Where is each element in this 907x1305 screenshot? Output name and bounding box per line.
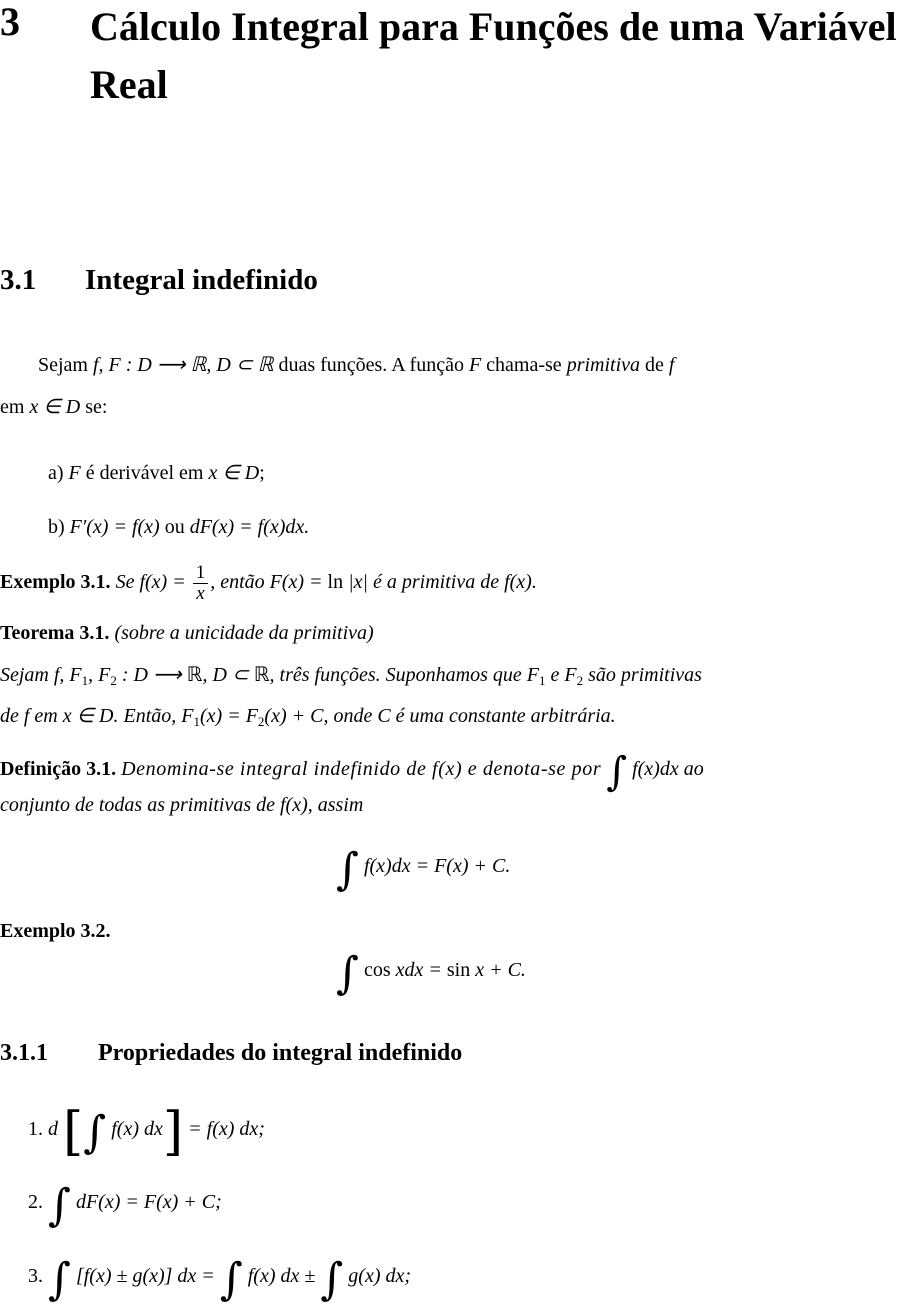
fraction-denominator: x	[196, 582, 205, 604]
intro-text: duas funções. A função	[273, 354, 469, 376]
section-number: 3.1	[0, 264, 37, 296]
condition-math: F′(x) = f(x)	[69, 516, 160, 538]
display-formula-1	[336, 844, 511, 895]
left-bracket: [	[63, 1102, 84, 1162]
condition-text: ;	[259, 462, 265, 484]
primitiva-term: primitiva	[566, 354, 641, 376]
theorem-text: (x) + C, onde C é uma constante arbitrária.	[264, 705, 616, 727]
formula-expression: f(x)dx = F(x) + C.	[363, 855, 511, 877]
integral-sign: ∫	[48, 1180, 71, 1231]
theorem-3-1-heading	[0, 622, 374, 645]
subsection-title: Propriedades do integral indefinido	[98, 1040, 463, 1066]
theorem-label: Teorema 3.1.	[0, 622, 110, 644]
condition-text: ou	[159, 516, 190, 538]
theorem-3-1-line-1	[0, 662, 702, 689]
definition-text: Denomina-se integral indefinido de f(x) e denota-se por	[121, 758, 602, 780]
ln-function: ln	[327, 571, 344, 593]
theorem-text: (x) = F	[200, 705, 258, 727]
example-math: f(x) =	[139, 571, 186, 593]
formula-expression: d	[48, 1118, 58, 1140]
definition-label: Definição 3.1.	[0, 758, 117, 780]
theorem-text: , três funções. Suponhamos que F	[269, 664, 539, 686]
example-3-2-label: Exemplo 3.2.	[0, 920, 111, 942]
subscript: 1	[81, 673, 89, 688]
condition-label: a)	[48, 462, 64, 484]
example-text: Se	[115, 571, 135, 593]
chapter-number: 3	[0, 0, 20, 44]
formula-expression: f(x) dx ±	[242, 1265, 321, 1287]
fraction	[193, 563, 209, 604]
condition-math: x ∈ D	[208, 462, 260, 484]
condition-b	[48, 516, 309, 539]
example-text: |x| é a primitiva de f(x).	[343, 571, 537, 593]
definition-text: f(x)dx ao	[632, 758, 704, 780]
formula-expression: = f(x) dx;	[183, 1118, 265, 1140]
chapter-title: Cálculo Integral para Funções de uma Variável Real	[90, 4, 897, 107]
subsection-number: 3.1.1	[0, 1040, 48, 1066]
integral-sign: ∫	[606, 749, 628, 795]
condition-math: dF(x) = f(x)dx.	[189, 516, 310, 538]
section-title: Integral indefinido	[85, 264, 318, 296]
intro-text: Sejam	[38, 354, 88, 376]
intro-math: f	[668, 354, 675, 376]
subscript: 2	[257, 714, 265, 729]
condition-label: b)	[48, 516, 65, 538]
formula-expression: dF(x) = F(x) + C;	[70, 1191, 222, 1213]
formula-expression: [f(x) ± g(x)] dx =	[70, 1265, 220, 1287]
property-label: 1.	[28, 1118, 43, 1140]
formula-expression: x + C.	[470, 959, 526, 981]
fraction-numerator: 1	[193, 563, 209, 584]
property-label: 2.	[28, 1191, 43, 1213]
theorem-note: (sobre a unicidade da primitiva)	[114, 622, 374, 644]
integral-sign: ∫	[48, 1254, 71, 1305]
theorem-3-1-line-2	[0, 703, 616, 730]
intro-text: se:	[80, 396, 108, 418]
theorem-text: Sejam f, F	[0, 664, 82, 686]
property-label: 3.	[28, 1265, 43, 1287]
integral-sign: ∫	[320, 1254, 344, 1305]
real-set: ℝ	[186, 664, 203, 686]
definition-3-1-line-1	[0, 749, 704, 795]
intro-math: f, F : D ⟶ ℝ, D ⊂ ℝ	[93, 354, 274, 376]
property-3	[28, 1254, 412, 1305]
intro-line-1	[38, 352, 674, 377]
real-set: ℝ	[253, 664, 270, 686]
subscript: 2	[576, 673, 584, 688]
right-bracket: ]	[162, 1102, 184, 1162]
formula-expression: xdx =	[390, 959, 447, 981]
theorem-text: , F	[88, 664, 111, 686]
theorem-text: de f em x ∈ D. Então, F	[0, 705, 194, 727]
intro-math: x ∈ D	[29, 396, 81, 418]
integral-sign: ∫	[83, 1107, 107, 1158]
intro-line-2	[0, 394, 107, 419]
integral-sign: ∫	[336, 948, 359, 999]
theorem-text: e F	[545, 664, 577, 686]
condition-math: F	[68, 462, 81, 484]
definition-3-1-line-2: conjunto de todas as primitivas de f(x), assim	[0, 794, 364, 816]
integral-sign: ∫	[219, 1254, 243, 1305]
cos-function: cos	[363, 959, 391, 981]
intro-text: em	[0, 396, 30, 418]
formula-expression: f(x) dx	[106, 1118, 163, 1140]
formula-expression: g(x) dx;	[343, 1265, 412, 1287]
subscript: 1	[538, 673, 546, 688]
property-2	[28, 1180, 222, 1231]
example-3-1	[0, 556, 537, 608]
theorem-text: são primitivas	[583, 664, 702, 686]
subscript: 1	[193, 714, 200, 729]
intro-text: de	[640, 354, 669, 376]
condition-text: é derivável em	[80, 462, 209, 484]
intro-text: chama-se	[481, 354, 567, 376]
subscript: 2	[110, 673, 117, 688]
property-1	[28, 1102, 265, 1162]
example-label: Exemplo 3.1.	[0, 571, 111, 593]
theorem-text: , D ⊂	[202, 664, 254, 686]
sin-function: sin	[446, 959, 471, 981]
intro-math: F	[468, 354, 482, 376]
condition-a	[48, 460, 265, 485]
integral-sign: ∫	[336, 844, 359, 895]
theorem-text: : D ⟶	[116, 664, 187, 686]
example-text: , então F(x) =	[210, 571, 328, 593]
example-3-2-formula	[336, 948, 526, 999]
